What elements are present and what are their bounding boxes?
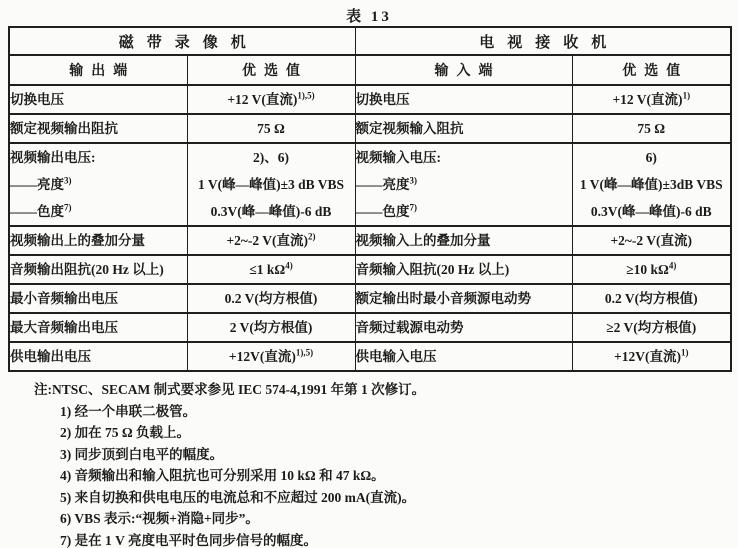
cell-line: 供电输入电压 [355, 348, 437, 364]
cell-line: ≥10 $k\Omega^{4)}$ [626, 260, 677, 277]
table-row [9, 284, 731, 313]
cell-line: 视频输入电压: [355, 150, 442, 165]
cell-line: +12 V(直流)$^{1),5)}$ [227, 90, 315, 107]
cell-line: 音频输入阻抗(20 Hz 以上) [355, 261, 510, 277]
col-header-preferred-value-left: 优选值 [187, 55, 355, 85]
footnote-5: 5) 来自切换和供电电压的电流总和不应超过 200 mA(直流)。 [60, 489, 416, 505]
footnote-superscript: 1),5) [295, 347, 314, 357]
cell-line: ——色度$^{7)}$ [10, 202, 72, 219]
footnote-4: 4) 音频输出和输入阻抗也可分别采用 10 kΩ 和 47 kΩ。 [60, 468, 385, 483]
parameter-cell [9, 342, 187, 371]
value-cell [187, 114, 355, 143]
cell-line: +12 V(直流)$^{1)}$ [612, 90, 691, 107]
parameter-cell [355, 342, 572, 371]
cell-line: 最小音频输出电压 [10, 290, 118, 306]
cell-line: 供电输出电压 [10, 348, 91, 364]
cell-line: +2~-2 V(直流) [610, 232, 693, 248]
value-cell [572, 143, 731, 226]
parameter-cell [355, 85, 572, 114]
note-general: 注:NTSC、SECAM 制式要求参见 IEC 574-4,1991 年第 1 次修订。 [34, 382, 426, 397]
col-header-output-end: 输出端 [9, 55, 187, 85]
cell-line: ——亮度$^{3)}$ [10, 175, 72, 192]
footnote-3: 3) 同步顶到白电平的幅度。 [60, 446, 224, 462]
group-header-tv: 电视接收机 [355, 27, 731, 55]
cell-line: 额定输出时最小音频源电动势 [355, 290, 532, 306]
footnote-superscript: 7) [409, 202, 418, 213]
cell-line: 0.3V(峰—峰值)-6 dB [210, 204, 332, 219]
table-body [9, 27, 731, 371]
parameter-cell [9, 255, 187, 284]
cell-line: ——色度$^{7)}$ [355, 202, 418, 219]
cell-line: +2~-2 V(直流)$^{2)}$ [226, 231, 316, 248]
table-row [9, 226, 731, 255]
parameter-cell [9, 226, 187, 255]
cell-line: ≥2 V(均方根值) [606, 319, 697, 335]
table-title: 表 13 [346, 9, 392, 25]
cell-line: 额定视频输出阻抗 [10, 120, 118, 136]
group-header-row [9, 27, 731, 55]
cell-line: +12V(直流)$^{1)}$ [614, 347, 689, 364]
value-cell [572, 114, 731, 143]
footnote-superscript: 7) [64, 202, 72, 213]
cell-line: 视频输出电压: [10, 150, 96, 165]
cell-line: 音频过载源电动势 [355, 319, 464, 335]
footnote-superscript: 1) [682, 90, 691, 100]
cell-line: +12V(直流)$^{1),5)}$ [228, 347, 314, 364]
cell-line: 2 V(均方根值) [229, 319, 313, 335]
parameter-cell [9, 284, 187, 313]
parameter-cell [355, 143, 572, 226]
cell-line: 0.3V(峰—峰值)-6 dB [590, 204, 712, 219]
cell-line: 0.2 V(均方根值) [604, 290, 698, 306]
footnote-superscript: 3) [409, 175, 418, 186]
parameter-cell [355, 313, 572, 342]
table-row [9, 85, 731, 114]
value-cell [572, 342, 731, 371]
col-header-preferred-value-right: 优选值 [572, 55, 731, 85]
cell-line: 75 Ω [637, 120, 666, 136]
parameter-cell [355, 114, 572, 143]
parameter-cell [355, 226, 572, 255]
footnote-6: 6) VBS 表示:“视频+消隐+同步”。 [60, 511, 259, 526]
parameter-cell [9, 114, 187, 143]
parameter-cell [9, 85, 187, 114]
parameter-cell [355, 284, 572, 313]
value-cell [572, 313, 731, 342]
value-cell [572, 85, 731, 114]
table-row [9, 313, 731, 342]
value-cell [187, 143, 355, 226]
cell-line: 视频输出上的叠加分量 [10, 232, 145, 248]
col-header-input-end: 输入端 [355, 55, 572, 85]
value-cell [572, 255, 731, 284]
parameter-cell [9, 313, 187, 342]
table-row [9, 114, 731, 143]
cell-line: 75 Ω [257, 120, 285, 136]
value-cell [187, 313, 355, 342]
footnote-2: 2) 加在 75 Ω 负载上。 [60, 425, 191, 440]
cell-line: 2)、6) [253, 150, 289, 165]
value-cell [187, 226, 355, 255]
value-cell [572, 284, 731, 313]
cell-line: 额定视频输入阻抗 [355, 120, 464, 136]
value-cell [187, 342, 355, 371]
footnote-superscript: 1),5) [297, 90, 315, 100]
footnote-superscript: 4) [668, 260, 677, 270]
footnote-superscript: 2) [308, 231, 316, 241]
footnote-superscript: 3) [64, 175, 72, 186]
value-cell [187, 255, 355, 284]
cell-line: 切换电压 [10, 91, 64, 107]
cell-line: ≤1 $k\Omega^{4)}$ [249, 260, 293, 277]
cell-line: 6) [645, 150, 657, 165]
cell-line: 1 V(峰—峰值)±3 dB VBS [197, 177, 345, 192]
cell-line: ——亮度$^{3)}$ [355, 175, 418, 192]
table-row [9, 342, 731, 371]
cell-line: 最大音频输出电压 [10, 319, 118, 335]
footnote-superscript: 4) [285, 260, 293, 270]
footnote-superscript: 1) [680, 347, 689, 357]
parameter-cell [355, 255, 572, 284]
value-cell [572, 226, 731, 255]
table-row [9, 255, 731, 284]
group-header-vcr: 磁带录像机 [9, 27, 355, 55]
parameter-cell [9, 143, 187, 226]
footnote-7: 7) 是在 1 V 亮度电平时色同步信号的幅度。 [60, 532, 318, 548]
footnotes-block [34, 379, 738, 548]
cell-line: 音频输出阻抗(20 Hz 以上) [10, 261, 164, 277]
value-cell [187, 85, 355, 114]
spec-table [8, 26, 732, 372]
cell-line: 视频输入上的叠加分量 [355, 232, 491, 248]
value-cell [187, 284, 355, 313]
cell-line: 1 V(峰—峰值)±3dB VBS [579, 177, 723, 192]
column-header-row [9, 55, 731, 85]
cell-line: 0.2 V(均方根值) [224, 290, 318, 306]
footnote-1: 1) 经一个串联二极管。 [60, 403, 197, 419]
cell-line: 切换电压 [355, 91, 410, 107]
table-row [9, 143, 731, 226]
